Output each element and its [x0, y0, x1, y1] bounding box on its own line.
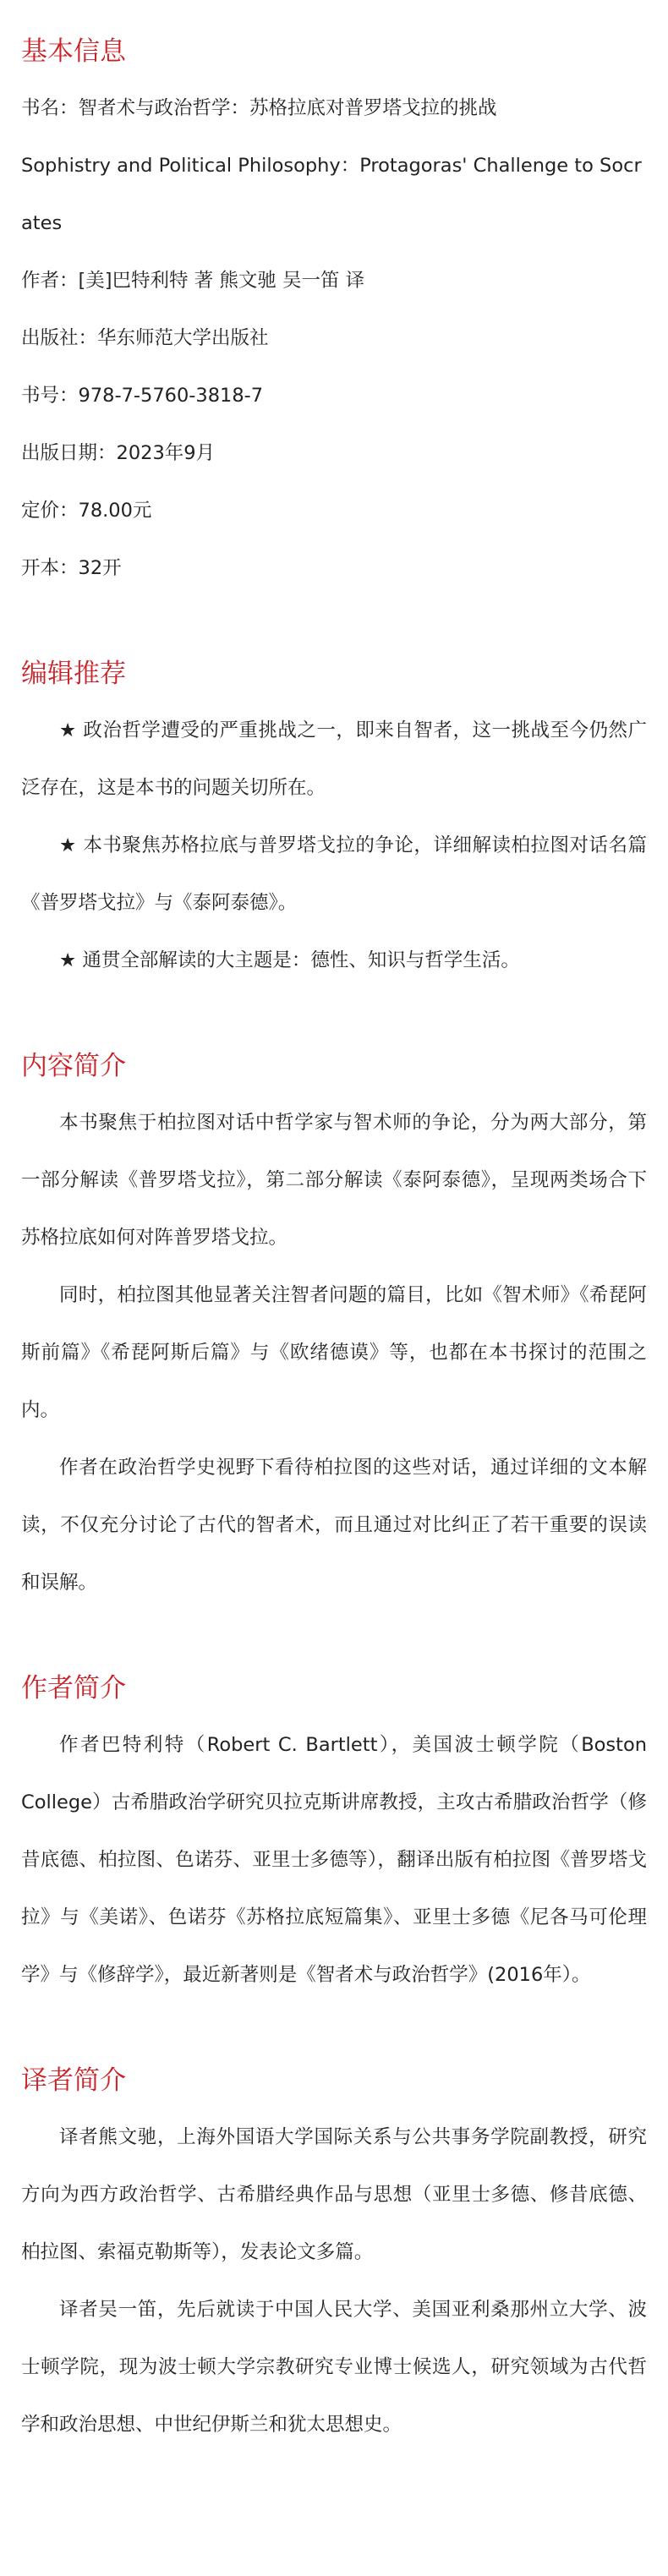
- content-summary-section: [21, 1038, 647, 1611]
- translator-intro-section: [21, 2053, 647, 2453]
- publisher-line: 出版社：华东师范大学出版社: [21, 327, 269, 349]
- basic-info-section: [21, 24, 647, 597]
- author-paragraph: 作者巴特利特（Robert C. Bartlett），美国波士顿学院（Boston College）古希腊政治学研究贝拉克斯讲席教授，主攻古希腊政治哲学（修昔底德、柏拉图、色诺芬、亚里士多德等），翻译出版有柏拉图《普罗塔戈拉》与《美诺》、色诺芬《苏格拉底短篇集》、亚里士多德《尼各马可伦理学》与《修辞学》，最近新著则是《智者术与政治哲学》(2016年）。: [21, 1734, 647, 1986]
- author-line: 作者：[美]巴特利特 著 熊文驰 吴一笛 译: [21, 270, 365, 292]
- editor-recommendation-section: [21, 646, 647, 989]
- english-title-line: Sophistry and Political Philosophy：Protagoras' Challenge to Socrates: [21, 155, 642, 234]
- translator-paragraph: 译者熊文驰，上海外国语大学国际关系与公共事务学院副教授，研究方向为西方政治哲学、古希腊经典作品与思想（亚里士多德、修昔底德、柏拉图、索福克勒斯等），发表论文多篇。: [21, 2126, 647, 2263]
- translator-intro-heading: 译者简介: [21, 2065, 126, 2096]
- format-line: 开本：32开: [21, 557, 122, 579]
- recommendation-paragraph: ★ 通贯全部解读的大主题是：德性、知识与哲学生活。: [59, 949, 520, 971]
- translator-paragraph: 译者吴一笛，先后就读于中国人民大学、美国亚利桑那州立大学、波士顿学院，现为波士顿大学宗教研究专业博士候选人，研究领域为古代哲学和政治思想、中世纪伊斯兰和犹太思想史。: [21, 2299, 647, 2436]
- publish-date-line: 出版日期：2023年9月: [21, 442, 216, 464]
- author-intro-section: [21, 1660, 647, 2004]
- editor-recommendation-heading: 编辑推荐: [21, 659, 126, 689]
- price-line: 定价：78.00元: [21, 500, 152, 522]
- book-title-line: 书名：智者术与政治哲学：苏格拉底对普罗塔戈拉的挑战: [21, 97, 497, 119]
- isbn-line: 书号：978-7-5760-3818-7: [21, 385, 264, 407]
- summary-paragraph: 作者在政治哲学史视野下看待柏拉图的这些对话，通过详细的文本解读，不仅充分讨论了古代的智者术，而且通过对比纠正了若干重要的误读和误解。: [21, 1457, 647, 1594]
- content-summary-heading: 内容简介: [21, 1051, 126, 1081]
- author-intro-heading: 作者简介: [21, 1673, 126, 1704]
- recommendation-paragraph: ★ 本书聚焦苏格拉底与普罗塔戈拉的争论，详细解读柏拉图对话名篇《普罗塔戈拉》与《泰阿泰德》。: [21, 834, 647, 914]
- recommendation-paragraph: ★ 政治哲学遭受的严重挑战之一，即来自智者，这一挑战至今仍然广泛存在，这是本书的问题关切所在。: [21, 719, 647, 799]
- basic-info-heading: 基本信息: [21, 36, 126, 67]
- summary-paragraph: 同时，柏拉图其他显著关注智者问题的篇目，比如《智术师》《希琵阿斯前篇》《希琵阿斯后篇》与《欧绪德谟》等，也都在本书探讨的范围之内。: [21, 1284, 647, 1421]
- summary-paragraph: 本书聚焦于柏拉图对话中哲学家与智术师的争论，分为两大部分，第一部分解读《普罗塔戈拉》，第二部分解读《泰阿泰德》，呈现两类场合下苏格拉底如何对阵普罗塔戈拉。: [21, 1112, 647, 1249]
